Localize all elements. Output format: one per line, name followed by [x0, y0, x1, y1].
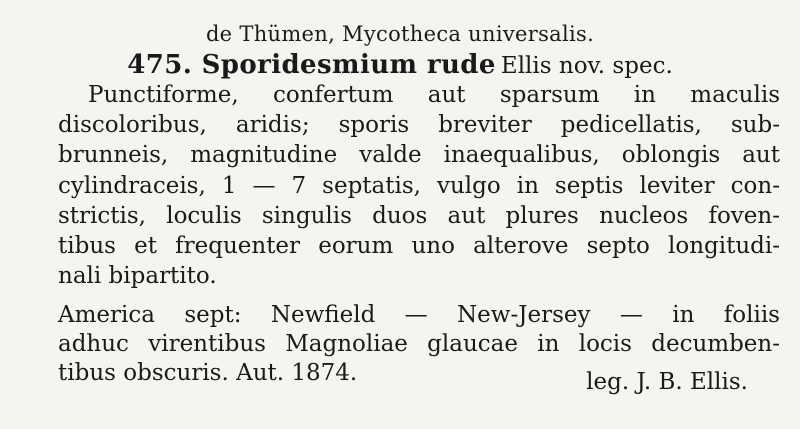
description-line: cylindraceis, 1 — 7 septatis, vulgo in septis leviter con-	[58, 172, 780, 199]
description-line: tibus et frequenter eorum uno alterove septo longitudi-	[58, 233, 780, 260]
species-name: 475. Sporidesmium rude	[127, 50, 496, 80]
locality-line: America sept: Newfield — New-Jersey — in foliis	[58, 302, 780, 328]
species-author: Ellis nov. spec.	[500, 53, 673, 79]
species-title	[0, 50, 800, 80]
description-line: discoloribus, aridis; sporis breviter pedicellatis, sub-	[58, 112, 780, 139]
collector-line: leg. J. B. Ellis.	[586, 369, 748, 395]
locality-line: tibus obscuris. Aut. 1874.	[58, 360, 358, 386]
description-line: nali bipartito.	[58, 263, 217, 290]
locality-line: adhuc virentibus Magnoliae glaucae in locis decumben-	[58, 331, 780, 357]
species-description	[58, 80, 780, 291]
series-header: de Thümen, Mycotheca universalis.	[205, 22, 595, 46]
description-line: Punctiforme, confertum aut sparsum in maculis	[88, 82, 780, 108]
description-line: strictis, loculis singulis duos aut plures nucleos foven-	[58, 202, 780, 229]
description-line: brunneis, magnitudine valde inaequalibus, oblongis aut	[58, 142, 780, 169]
